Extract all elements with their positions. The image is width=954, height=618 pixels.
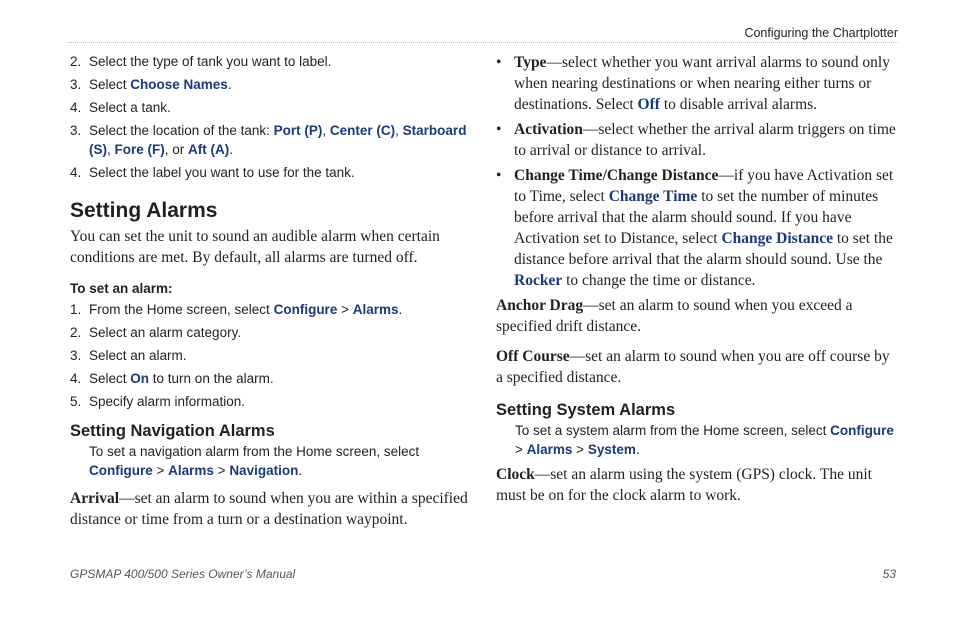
definition-term: Anchor Drag <box>496 297 584 314</box>
ui-term: Off <box>637 96 660 113</box>
footer-manual-title: GPSMAP 400/500 Series Owner’s Manual <box>70 567 296 581</box>
definition-term: Activation <box>514 121 583 138</box>
list-item: 2. Select the type of tank you want to label. <box>70 54 332 69</box>
definition-term: Clock <box>496 466 535 483</box>
section-intro: You can set the unit to sound an audible alarm when certain conditions are met. By default, all alarms are turned off. <box>70 228 440 266</box>
list-item: 1. From the Home screen, select Configure > Alarms. <box>70 302 403 317</box>
ui-term: Configure <box>830 423 894 438</box>
procedure-title: To set an alarm: <box>70 281 173 296</box>
definition-term: Off Course <box>496 348 570 365</box>
ui-term: Alarms <box>526 442 573 457</box>
list-item: 4. Select On to turn on the alarm. <box>70 371 274 386</box>
list-item: • Type—select whether you want arrival alarms to sound only when nearing destinations or when nearing either turns or destinations. Select Off to disable arrival alarms. <box>496 54 890 113</box>
list-item: 4. Select a tank. <box>70 100 171 115</box>
ui-term: On <box>130 371 150 386</box>
header-divider <box>68 42 898 43</box>
ui-term: Alarms <box>352 302 399 317</box>
ui-term: Aft (A) <box>188 142 230 157</box>
ui-term: Starboard (S) <box>89 123 467 157</box>
definition-term: Type <box>514 54 547 71</box>
right-column <box>496 52 896 506</box>
ui-term: System <box>587 442 636 457</box>
subsection-heading: Setting System Alarms <box>496 401 676 419</box>
definition-term: Change Time/Change Distance <box>514 167 719 184</box>
ui-term: Change Time <box>608 188 698 205</box>
list-item: 4. Select the label you want to use for the tank. <box>70 165 355 180</box>
ui-term: Alarms <box>168 463 214 478</box>
left-column <box>70 52 470 530</box>
section-heading: Setting Alarms <box>70 199 218 222</box>
definition-paragraph: Anchor Drag—set an alarm to sound when you exceed a specified drift distance. <box>496 297 853 335</box>
list-item: • Activation—select whether the arrival alarm triggers on time to arrival or distance to arrival. <box>496 121 896 159</box>
ui-term: Port (P) <box>273 123 323 138</box>
subsection-intro: To set a navigation alarm from the Home screen, select Configure > Alarms > Navigation. <box>89 444 420 478</box>
ui-term: Center (C) <box>329 123 396 138</box>
list-item: 2. Select an alarm category. <box>70 325 242 340</box>
running-header: Configuring the Chartplotter <box>744 26 898 40</box>
ui-term: Choose Names <box>130 77 228 92</box>
definition-paragraph: Arrival—set an alarm to sound when you are within a specified distance or time from a turn or a destination waypoint. <box>70 490 468 528</box>
definition-paragraph: Off Course—set an alarm to sound when you are off course by a specified distance. <box>496 348 890 386</box>
subsection-heading: Setting Navigation Alarms <box>70 422 275 440</box>
list-item: 3. Select the location of the tank: Port (P), Center (C), Starboard (S), Fore (F), or Aft (A). <box>70 123 467 157</box>
list-item: • Change Time/Change Distance—if you have Activation set to Time, select Change Time to set the number of minutes before arrival that the alarm should sound. If you have Activation set to Distance, select Change Distance to set the distance before arrival that the alarm should sound. Use the Rocker to change the time or distance. <box>496 167 894 289</box>
ui-term: Configure <box>89 463 153 478</box>
definition-paragraph: Clock—set an alarm using the system (GPS) clock. The unit must be on for the clock alarm to work. <box>496 466 872 504</box>
list-item: 3. Select Choose Names. <box>70 77 232 92</box>
ui-term: Navigation <box>229 463 299 478</box>
ui-term: Configure <box>273 302 338 317</box>
list-item: 5. Specify alarm information. <box>70 394 246 409</box>
page-number: 53 <box>882 567 896 581</box>
ui-term: Change Distance <box>721 230 833 247</box>
definition-term: Arrival <box>70 490 120 507</box>
list-item: 3. Select an alarm. <box>70 348 187 363</box>
ui-term: Fore (F) <box>114 142 165 157</box>
subsection-intro: To set a system alarm from the Home screen, select Configure > Alarms > System. <box>515 423 894 457</box>
ui-term: Rocker <box>514 272 563 289</box>
